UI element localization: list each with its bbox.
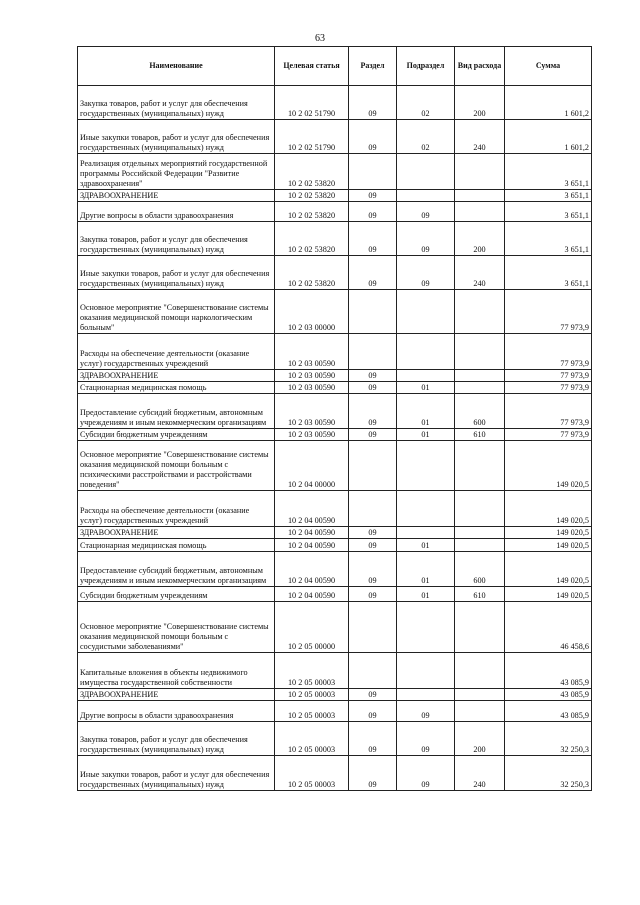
cell-target: 10 2 05 00000 [275, 602, 349, 653]
cell-section [349, 334, 397, 370]
cell-expense-type [455, 491, 505, 527]
cell-amount: 3 651,1 [505, 202, 592, 222]
cell-section: 09 [349, 527, 397, 539]
table-row [78, 256, 592, 290]
cell-target: 10 2 03 00590 [275, 394, 349, 429]
cell-section: 09 [349, 701, 397, 722]
cell-name: Основное мероприятие "Совершенствование системы оказания медицинской помощи больным с сосудистыми заболеваниями" [78, 602, 275, 653]
cell-amount: 77 973,9 [505, 370, 592, 382]
cell-name: Предоставление субсидий бюджетным, автономным учреждениям и иным некоммерческим организациям [78, 394, 275, 429]
cell-subsection [397, 441, 455, 491]
cell-name: Расходы на обеспечение деятельности (оказание услуг) государственных учреждений [78, 491, 275, 527]
page-number: 63 [315, 33, 325, 44]
table-row [78, 701, 592, 722]
cell-target: 10 2 04 00590 [275, 539, 349, 552]
table-row [78, 334, 592, 370]
cell-amount: 77 973,9 [505, 394, 592, 429]
cell-target: 10 2 04 00590 [275, 491, 349, 527]
cell-name: Закупка товаров, работ и услуг для обеспечения государственных (муниципальных) нужд [78, 222, 275, 256]
cell-expense-type [455, 334, 505, 370]
cell-target: 10 2 02 53820 [275, 190, 349, 202]
cell-name: Иные закупки товаров, работ и услуг для обеспечения государственных (муниципальных) нужд [78, 756, 275, 791]
cell-subsection: 01 [397, 394, 455, 429]
table-row [78, 491, 592, 527]
col-header-section: Раздел [349, 47, 397, 86]
cell-name: Основное мероприятие "Совершенствование системы оказания медицинской помощи больным с психическими расстройствами и расстройствами поведения" [78, 441, 275, 491]
cell-expense-type: 240 [455, 756, 505, 791]
cell-subsection: 02 [397, 86, 455, 120]
cell-target: 10 2 05 00003 [275, 756, 349, 791]
cell-section: 09 [349, 370, 397, 382]
cell-expense-type: 600 [455, 552, 505, 587]
cell-name: ЗДРАВООХРАНЕНИЕ [78, 190, 275, 202]
cell-amount: 149 020,5 [505, 539, 592, 552]
cell-name: Субсидии бюджетным учреждениям [78, 429, 275, 441]
cell-target: 10 2 05 00003 [275, 653, 349, 689]
table-row [78, 756, 592, 791]
table-row [78, 370, 592, 382]
cell-amount: 43 085,9 [505, 701, 592, 722]
cell-amount: 3 651,1 [505, 190, 592, 202]
table-row [78, 394, 592, 429]
cell-expense-type: 200 [455, 722, 505, 756]
cell-expense-type: 600 [455, 394, 505, 429]
cell-target: 10 2 04 00000 [275, 441, 349, 491]
col-header-subsection: Подраздел [397, 47, 455, 86]
cell-section [349, 154, 397, 190]
cell-target: 10 2 03 00000 [275, 290, 349, 334]
col-header-amount: Сумма [505, 47, 592, 86]
cell-section: 09 [349, 429, 397, 441]
cell-subsection: 01 [397, 382, 455, 394]
cell-target: 10 2 03 00590 [275, 370, 349, 382]
cell-expense-type [455, 653, 505, 689]
cell-subsection [397, 154, 455, 190]
cell-target: 10 2 02 53820 [275, 256, 349, 290]
table-row [78, 527, 592, 539]
cell-expense-type [455, 190, 505, 202]
cell-expense-type [455, 527, 505, 539]
cell-name: Закупка товаров, работ и услуг для обеспечения государственных (муниципальных) нужд [78, 86, 275, 120]
cell-target: 10 2 03 00590 [275, 334, 349, 370]
cell-name: Основное мероприятие "Совершенствование системы оказания медицинской помощи наркологическим больным" [78, 290, 275, 334]
cell-name: Закупка товаров, работ и услуг для обеспечения государственных (муниципальных) нужд [78, 722, 275, 756]
cell-expense-type [455, 701, 505, 722]
table-header-row [78, 47, 592, 86]
cell-name: Стационарная медицинская помощь [78, 539, 275, 552]
table-row [78, 552, 592, 587]
cell-section [349, 441, 397, 491]
cell-expense-type [455, 370, 505, 382]
cell-section: 09 [349, 394, 397, 429]
cell-section: 09 [349, 689, 397, 701]
cell-expense-type: 200 [455, 222, 505, 256]
table-row [78, 382, 592, 394]
cell-amount: 149 020,5 [505, 552, 592, 587]
cell-expense-type [455, 539, 505, 552]
cell-target: 10 2 04 00590 [275, 552, 349, 587]
cell-name: Иные закупки товаров, работ и услуг для обеспечения государственных (муниципальных) нужд [78, 120, 275, 154]
table-row [78, 86, 592, 120]
cell-amount: 149 020,5 [505, 587, 592, 602]
cell-name: Стационарная медицинская помощь [78, 382, 275, 394]
cell-name: Другие вопросы в области здравоохранения [78, 701, 275, 722]
cell-section: 09 [349, 756, 397, 791]
cell-target: 10 2 02 53820 [275, 202, 349, 222]
cell-name: ЗДРАВООХРАНЕНИЕ [78, 689, 275, 701]
cell-name: Расходы на обеспечение деятельности (оказание услуг) государственных учреждений [78, 334, 275, 370]
cell-subsection [397, 527, 455, 539]
cell-subsection: 01 [397, 552, 455, 587]
cell-name: Реализация отдельных мероприятий государственной программы Российской Федерации "Развитие здравоохранения" [78, 154, 275, 190]
cell-amount: 77 973,9 [505, 429, 592, 441]
cell-subsection: 09 [397, 256, 455, 290]
cell-target: 10 2 02 51790 [275, 86, 349, 120]
cell-target: 10 2 04 00590 [275, 587, 349, 602]
cell-expense-type: 240 [455, 120, 505, 154]
cell-subsection: 09 [397, 756, 455, 791]
cell-subsection [397, 370, 455, 382]
cell-expense-type [455, 202, 505, 222]
cell-amount: 43 085,9 [505, 653, 592, 689]
cell-subsection [397, 190, 455, 202]
table-row [78, 222, 592, 256]
table-row [78, 120, 592, 154]
cell-section: 09 [349, 722, 397, 756]
table-row [78, 653, 592, 689]
table-row [78, 154, 592, 190]
cell-expense-type [455, 441, 505, 491]
cell-amount: 3 651,1 [505, 256, 592, 290]
cell-expense-type [455, 154, 505, 190]
cell-section: 09 [349, 222, 397, 256]
cell-target: 10 2 05 00003 [275, 701, 349, 722]
cell-amount: 1 601,2 [505, 86, 592, 120]
cell-section: 09 [349, 202, 397, 222]
cell-amount: 149 020,5 [505, 441, 592, 491]
cell-amount: 32 250,3 [505, 756, 592, 791]
col-header-name: Наименование [78, 47, 275, 86]
cell-amount: 77 973,9 [505, 334, 592, 370]
cell-subsection [397, 689, 455, 701]
cell-section [349, 653, 397, 689]
cell-subsection: 01 [397, 539, 455, 552]
cell-target: 10 2 05 00003 [275, 722, 349, 756]
cell-amount: 3 651,1 [505, 154, 592, 190]
cell-name: ЗДРАВООХРАНЕНИЕ [78, 527, 275, 539]
cell-section: 09 [349, 86, 397, 120]
cell-target: 10 2 05 00003 [275, 689, 349, 701]
cell-subsection [397, 602, 455, 653]
cell-expense-type [455, 689, 505, 701]
cell-target: 10 2 02 51790 [275, 120, 349, 154]
table-row [78, 429, 592, 441]
cell-expense-type [455, 602, 505, 653]
cell-section: 09 [349, 552, 397, 587]
cell-subsection: 09 [397, 202, 455, 222]
table-row [78, 602, 592, 653]
cell-section: 09 [349, 382, 397, 394]
cell-subsection [397, 334, 455, 370]
cell-name: Капитальные вложения в объекты недвижимого имущества государственной собственности [78, 653, 275, 689]
cell-amount: 77 973,9 [505, 290, 592, 334]
cell-section: 09 [349, 120, 397, 154]
cell-target: 10 2 03 00590 [275, 429, 349, 441]
cell-amount: 32 250,3 [505, 722, 592, 756]
cell-expense-type [455, 290, 505, 334]
cell-amount: 43 085,9 [505, 689, 592, 701]
cell-target: 10 2 04 00590 [275, 527, 349, 539]
cell-amount: 3 651,1 [505, 222, 592, 256]
cell-section: 09 [349, 539, 397, 552]
cell-amount: 77 973,9 [505, 382, 592, 394]
cell-section: 09 [349, 256, 397, 290]
table-row [78, 190, 592, 202]
budget-table [77, 46, 592, 791]
cell-subsection: 09 [397, 222, 455, 256]
cell-subsection: 02 [397, 120, 455, 154]
table-row [78, 539, 592, 552]
table-row [78, 722, 592, 756]
cell-amount: 46 458,6 [505, 602, 592, 653]
cell-name: ЗДРАВООХРАНЕНИЕ [78, 370, 275, 382]
cell-subsection: 09 [397, 722, 455, 756]
cell-subsection [397, 290, 455, 334]
col-header-target: Целевая статья [275, 47, 349, 86]
table-row [78, 587, 592, 602]
cell-amount: 149 020,5 [505, 527, 592, 539]
cell-amount: 149 020,5 [505, 491, 592, 527]
cell-target: 10 2 02 53820 [275, 154, 349, 190]
table-row [78, 202, 592, 222]
cell-subsection: 01 [397, 429, 455, 441]
cell-section [349, 602, 397, 653]
cell-target: 10 2 02 53820 [275, 222, 349, 256]
cell-subsection: 01 [397, 587, 455, 602]
cell-expense-type: 610 [455, 429, 505, 441]
cell-name: Другие вопросы в области здравоохранения [78, 202, 275, 222]
cell-expense-type: 610 [455, 587, 505, 602]
table-row [78, 441, 592, 491]
cell-section: 09 [349, 190, 397, 202]
cell-name: Иные закупки товаров, работ и услуг для обеспечения государственных (муниципальных) нужд [78, 256, 275, 290]
cell-amount: 1 601,2 [505, 120, 592, 154]
cell-subsection: 09 [397, 701, 455, 722]
cell-section [349, 491, 397, 527]
table-row [78, 689, 592, 701]
cell-name: Субсидии бюджетным учреждениям [78, 587, 275, 602]
cell-section: 09 [349, 587, 397, 602]
cell-expense-type [455, 382, 505, 394]
cell-subsection [397, 491, 455, 527]
table-row [78, 290, 592, 334]
cell-name: Предоставление субсидий бюджетным, автономным учреждениям и иным некоммерческим организациям [78, 552, 275, 587]
cell-expense-type: 200 [455, 86, 505, 120]
cell-subsection [397, 653, 455, 689]
cell-expense-type: 240 [455, 256, 505, 290]
cell-target: 10 2 03 00590 [275, 382, 349, 394]
col-header-expense-type: Вид расхода [455, 47, 505, 86]
cell-section [349, 290, 397, 334]
